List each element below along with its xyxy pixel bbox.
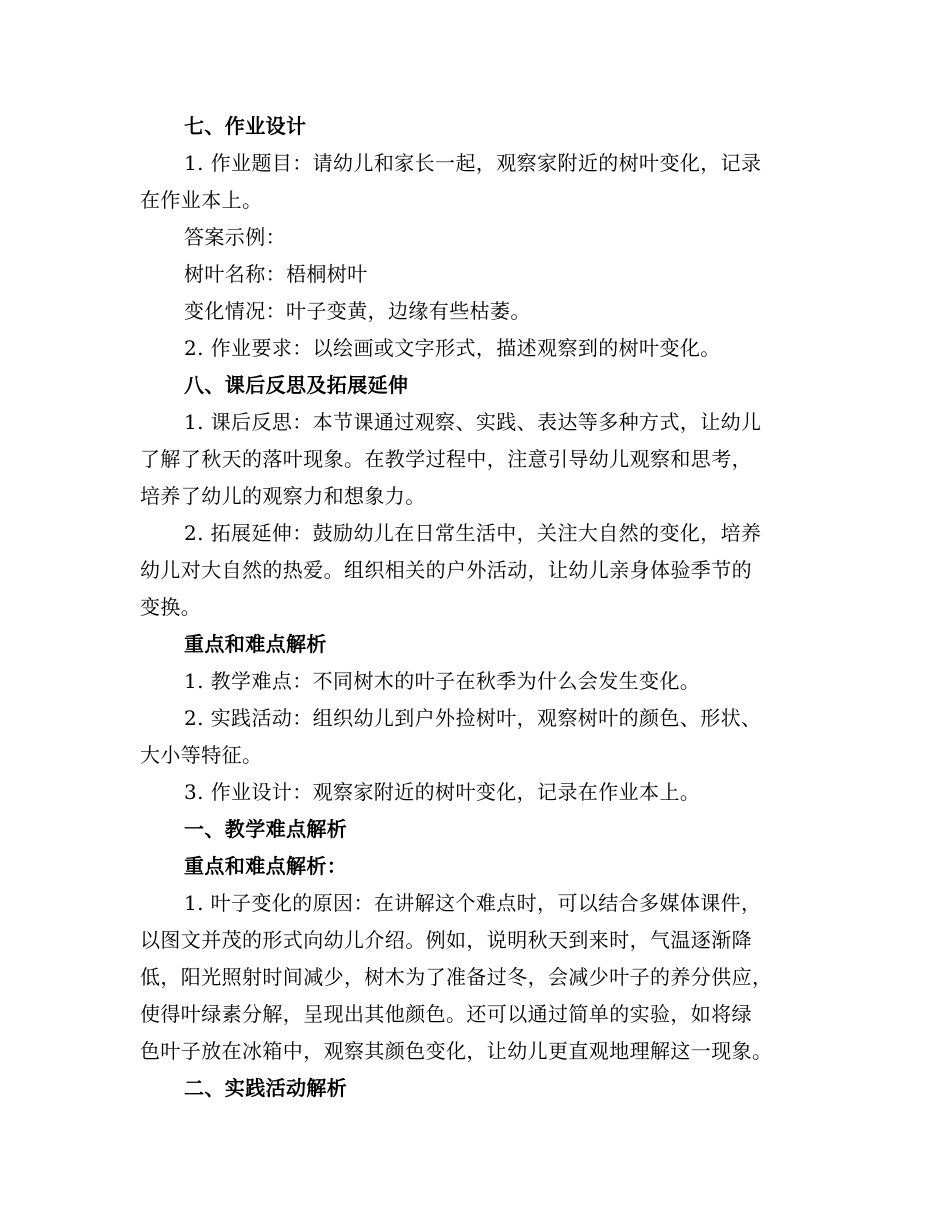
paragraph-line: 树叶名称：梧桐树叶 [184, 262, 368, 286]
section-heading-key-points: 重点和难点解析 [184, 632, 327, 656]
paragraph-line: 2. 实践活动：组织幼儿到户外捡树叶，观察树叶的颜色、形状、 [184, 706, 762, 730]
paragraph-line: 变换。 [140, 595, 202, 619]
paragraph-line: 培养了幼儿的观察力和想象力。 [140, 484, 426, 508]
paragraph-line: 3. 作业设计：观察家附近的树叶变化，记录在作业本上。 [184, 780, 701, 804]
paragraph-line: 1. 作业题目：请幼儿和家长一起，观察家附近的树叶变化，记录 [184, 151, 762, 175]
paragraph-line: 使得叶绿素分解，呈现出其他颜色。还可以通过简单的实验，如将绿 [140, 1002, 752, 1026]
paragraph-line: 了解了秋天的落叶现象。在教学过程中，注意引导幼儿观察和思考， [140, 447, 752, 471]
paragraph-line: 2. 作业要求：以绘画或文字形式，描述观察到的树叶变化。 [184, 336, 721, 360]
paragraph-line: 2. 拓展延伸：鼓励幼儿在日常生活中，关注大自然的变化，培养 [184, 521, 762, 545]
paragraph-line: 1. 教学难点：不同树木的叶子在秋季为什么会发生变化。 [184, 669, 701, 693]
paragraph-line: 答案示例： [184, 225, 286, 249]
paragraph-line: 1. 叶子变化的原因：在讲解这个难点时，可以结合多媒体课件， [184, 891, 762, 915]
paragraph-line: 大小等特征。 [140, 743, 263, 767]
paragraph-line: 低，阳光照射时间减少，树木为了准备过冬，会减少叶子的养分供应， [140, 965, 773, 989]
section-heading-practice-activity: 二、实践活动解析 [184, 1076, 348, 1100]
section-heading-teaching-difficulty: 一、教学难点解析 [184, 817, 348, 841]
subheading-key-points-analysis: 重点和难点解析： [184, 854, 348, 878]
paragraph-line: 以图文并茂的形式向幼儿介绍。例如，说明秋天到来时，气温逐渐降 [140, 928, 752, 952]
paragraph-line: 变化情况：叶子变黄，边缘有些枯萎。 [184, 299, 531, 323]
document-page [140, 108, 808, 1107]
paragraph-line: 色叶子放在冰箱中，观察其颜色变化，让幼儿更直观地理解这一现象。 [140, 1039, 773, 1063]
paragraph-line: 1. 课后反思：本节课通过观察、实践、表达等多种方式，让幼儿 [184, 410, 762, 434]
section-heading-reflection: 八、课后反思及拓展延伸 [184, 373, 409, 397]
paragraph-line: 幼儿对大自然的热爱。组织相关的户外活动，让幼儿亲身体验季节的 [140, 558, 752, 582]
paragraph-line: 在作业本上。 [140, 188, 263, 212]
section-heading-homework-design: 七、作业设计 [184, 114, 307, 138]
